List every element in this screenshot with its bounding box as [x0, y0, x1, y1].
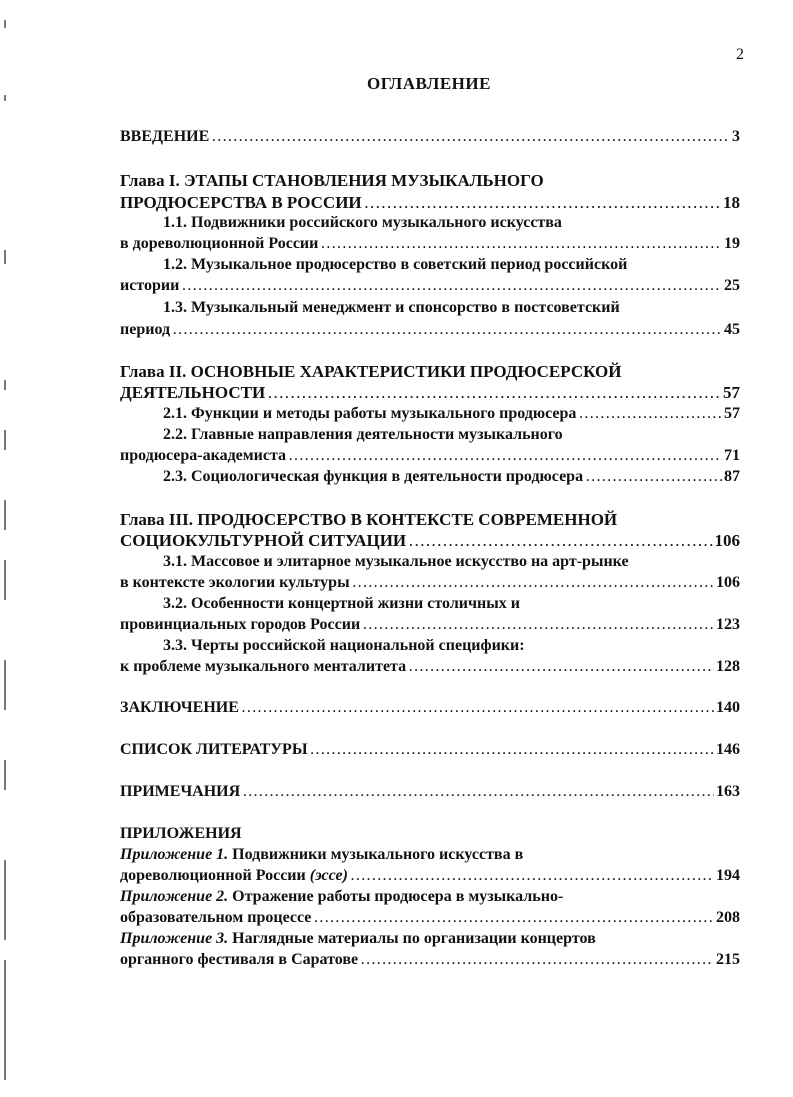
toc-page-number: 19 [724, 235, 740, 252]
appendix-label: Приложение 3. [120, 930, 229, 947]
toc-entry-label: СОЦИОКУЛЬТУРНОЙ СИТУАЦИИ [120, 531, 407, 550]
toc-appendix-1[interactable] [120, 867, 740, 889]
toc-entry-literature[interactable] [120, 741, 740, 763]
toc-section-1-2[interactable] [120, 277, 740, 299]
dot-leader [288, 447, 722, 465]
toc-entry-label: в контексте экологии культуры [120, 574, 350, 591]
dot-leader [310, 741, 714, 759]
toc-page-number: 140 [716, 699, 740, 716]
dot-leader [585, 468, 722, 486]
toc-entry-label: 1.3. Музыкальный менеджмент и спонсорство в постсоветский [163, 299, 620, 316]
toc-page-number: 25 [724, 277, 740, 294]
toc-entry-label: СПИСОК ЛИТЕРАТУРЫ [120, 741, 308, 758]
toc-page-number: 128 [716, 658, 740, 675]
toc-entry-label: 3.3. Черты российской национальной специфики: [163, 637, 525, 654]
toc-page-number: 146 [716, 741, 740, 758]
toc-page-number: 106 [716, 574, 740, 591]
scan-edge-noise [0, 0, 14, 1097]
dot-leader [360, 951, 714, 969]
appendix-title: Наглядные материалы по организации концертов [228, 930, 596, 947]
toc-entry-label [120, 867, 348, 885]
toc-appendix-3-heading[interactable] [120, 930, 740, 952]
toc-section-2-3[interactable] [163, 468, 740, 490]
toc-page-number: 57 [724, 405, 740, 422]
toc-entry-label: ВВЕДЕНИЕ [120, 128, 210, 145]
toc-section-3-2-heading[interactable] [163, 595, 740, 617]
dot-leader [181, 277, 722, 295]
toc-section-1-1-heading[interactable] [163, 214, 740, 236]
appendix-genre: (эссе) [305, 867, 348, 884]
dot-leader [172, 321, 722, 339]
toc-section-1-3[interactable] [120, 321, 740, 343]
toc-entry-label: 1.2. Музыкальное продюсерство в советский период российской [163, 256, 628, 273]
toc-entry-label: образовательном процессе [120, 909, 312, 926]
toc-page-number: 3 [732, 128, 740, 145]
dot-leader [578, 405, 722, 423]
appendix-title: Отражение работы продюсера в музыкально- [228, 888, 564, 905]
toc-page-number: 87 [724, 468, 740, 485]
toc-chapter-1[interactable] [120, 193, 740, 215]
toc-section-3-1[interactable] [120, 574, 740, 596]
appendix-title: Подвижники музыкального искусства в [228, 846, 524, 863]
dot-leader [408, 658, 714, 676]
toc-entry-label: истории [120, 277, 180, 294]
toc-entry-notes[interactable] [120, 783, 740, 805]
dot-leader [362, 616, 714, 634]
toc-section-1-1[interactable] [120, 235, 740, 257]
toc-section-2-2[interactable] [120, 447, 740, 469]
toc-entry-label: Глава I. ЭТАПЫ СТАНОВЛЕНИЯ МУЗЫКАЛЬНОГО [120, 171, 544, 190]
toc-entry-label: 1.1. Подвижники российского музыкального искусства [163, 214, 562, 231]
toc-entry-label: 3.1. Массовое и элитарное музыкальное искусство на арт-рынке [163, 553, 629, 570]
toc-chapter-3-heading[interactable] [120, 510, 740, 532]
toc-appendix-2-heading[interactable] [120, 888, 740, 910]
toc-section-2-2-heading[interactable] [163, 426, 740, 448]
dot-leader [242, 783, 714, 801]
toc-chapter-2-heading[interactable] [120, 362, 740, 384]
toc-entry-label: к проблеме музыкального менталитета [120, 658, 407, 675]
toc-entry-label: ЗАКЛЮЧЕНИЕ [120, 699, 239, 716]
toc-section-1-3-heading[interactable] [163, 299, 740, 321]
toc-chapter-1-heading[interactable] [120, 171, 740, 193]
toc-entry-label: провинциальных городов России [120, 616, 361, 633]
toc-page-number: 45 [724, 321, 740, 338]
toc-section-2-1[interactable] [163, 405, 740, 427]
toc-page-number: 18 [723, 193, 740, 212]
toc-entry-label: ПРИМЕЧАНИЯ [120, 783, 241, 800]
toc-entry-label [120, 846, 523, 864]
toc-page-number: 106 [714, 531, 740, 550]
toc-appendix-2[interactable] [120, 909, 740, 931]
toc-entry-label: органного фестиваля в Саратове [120, 951, 359, 968]
appendix-title-cont: дореволюционной России [120, 867, 306, 884]
toc-entry-label: в дореволюционной России [120, 235, 319, 252]
toc-page-number: 71 [724, 447, 740, 464]
toc-entry-label [120, 888, 563, 906]
dot-leader [211, 128, 730, 146]
dot-leader [364, 193, 721, 213]
toc-entry-label: Глава II. ОСНОВНЫЕ ХАРАКТЕРИСТИКИ ПРОДЮСЕРСКОЙ [120, 362, 622, 381]
toc-entry-conclusion[interactable] [120, 699, 740, 721]
toc-entry-label: ПРИЛОЖЕНИЯ [120, 825, 242, 842]
toc-entry-label: 3.2. Особенности концертной жизни столичных и [163, 595, 520, 612]
dot-leader [241, 699, 714, 717]
toc-entry-label: Глава III. ПРОДЮСЕРСТВО В КОНТЕКСТЕ СОВРЕМЕННОЙ [120, 510, 618, 529]
toc-entry-label: продюсера-академиста [120, 447, 287, 464]
appendix-label: Приложение 2. [120, 888, 229, 905]
toc-page-number: 208 [716, 909, 740, 926]
toc-page-number: 194 [716, 867, 740, 884]
toc-entry-label: 2.2. Главные направления деятельности музыкального [163, 426, 563, 443]
toc-entry-label: 2.1. Функции и методы работы музыкального продюсера [163, 405, 577, 422]
toc-chapter-3[interactable] [120, 531, 740, 553]
toc-chapter-2[interactable] [120, 383, 740, 405]
toc-page-number: 57 [723, 383, 740, 402]
dot-leader [350, 867, 714, 885]
toc-appendices-heading[interactable] [120, 825, 740, 847]
dot-leader [267, 383, 721, 403]
toc-appendix-3[interactable] [120, 951, 740, 973]
toc-section-3-3[interactable] [120, 658, 740, 680]
toc-section-1-2-heading[interactable] [163, 256, 740, 278]
toc-entry-introduction[interactable] [120, 128, 740, 150]
dot-leader [313, 909, 714, 927]
toc-section-3-1-heading[interactable] [163, 553, 740, 575]
toc-entry-label: период [120, 321, 171, 338]
toc-entry-label [120, 930, 596, 948]
dot-leader [408, 531, 712, 551]
dot-leader [352, 574, 714, 592]
toc-entry-label: ДЕЯТЕЛЬНОСТИ [120, 383, 266, 402]
page-number: 2 [736, 46, 744, 63]
page-title: ОГЛАВЛЕНИЕ [367, 74, 491, 93]
toc-section-3-2[interactable] [120, 616, 740, 638]
toc-page-number: 215 [716, 951, 740, 968]
toc-entry-label: ПРОДЮСЕРСТВА В РОССИИ [120, 193, 362, 212]
toc-section-3-3-heading[interactable] [163, 637, 740, 659]
dot-leader [320, 235, 722, 253]
toc-entry-label: 2.3. Социологическая функция в деятельности продюсера [163, 468, 584, 485]
toc-appendix-1-heading[interactable] [120, 846, 740, 868]
appendix-label: Приложение 1. [120, 846, 229, 863]
toc-page-number: 163 [716, 783, 740, 800]
toc-page-number: 123 [716, 616, 740, 633]
